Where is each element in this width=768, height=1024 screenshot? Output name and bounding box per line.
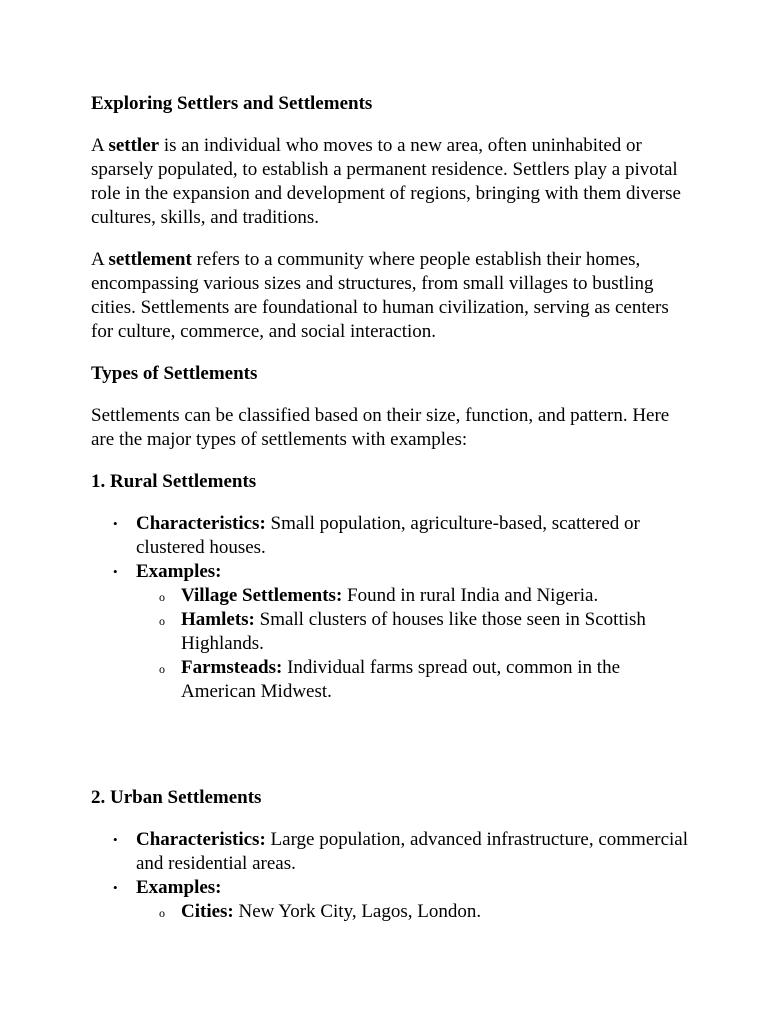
rural-examples-item <box>91 560 691 704</box>
sub-bullet-icon: o <box>159 906 165 920</box>
blank-space <box>91 704 691 786</box>
document-title: Exploring Settlers and Settlements <box>91 93 373 114</box>
example-label: Cities: <box>181 901 234 922</box>
types-heading: Types of Settlements <box>91 363 258 384</box>
urban-heading: 2. Urban Settlements <box>91 787 262 808</box>
bullet-icon: • <box>113 564 118 579</box>
settler-term: settler <box>108 135 160 156</box>
bullet-icon: • <box>113 832 118 847</box>
settlement-text: refers to a community where people establish their homes, encompassing various sizes and structures, from small villages to bustling cities. Settlements are foundational to human civilization, serving as centers for culture, commerce, and social interaction. <box>91 249 669 342</box>
settlement-article: A <box>91 249 104 270</box>
example-label: Farmsteads: <box>181 657 283 678</box>
list-item <box>136 608 691 656</box>
settler-article: A <box>91 135 104 156</box>
urban-list <box>91 828 691 924</box>
sub-bullet-icon: o <box>159 614 165 628</box>
example-text: Found in rural India and Nigeria. <box>347 585 599 606</box>
rural-heading: 1. Rural Settlements <box>91 471 257 492</box>
example-text: New York City, Lagos, London. <box>238 901 482 922</box>
rural-characteristics-label: Characteristics: <box>136 513 266 534</box>
sub-bullet-icon: o <box>159 662 165 676</box>
sub-bullet-icon: o <box>159 590 165 604</box>
rural-examples-list <box>136 584 691 704</box>
rural-characteristics-text: Small population, agriculture-based, scattered or clustered houses. <box>136 513 640 558</box>
settler-definition <box>91 134 691 230</box>
urban-characteristics-label: Characteristics: <box>136 829 266 850</box>
rural-characteristics-item <box>91 512 691 560</box>
list-item <box>136 584 691 608</box>
example-label: Hamlets: <box>181 609 255 630</box>
bullet-icon: • <box>113 516 118 531</box>
bullet-icon: • <box>113 880 118 895</box>
list-item <box>136 900 691 924</box>
example-label: Village Settlements: <box>181 585 343 606</box>
list-item <box>136 656 691 704</box>
rural-list <box>91 512 691 704</box>
urban-examples-label: Examples: <box>136 877 222 898</box>
urban-characteristics-text: Large population, advanced infrastructure, commercial and residential areas. <box>136 829 689 874</box>
settlement-term: settlement <box>108 249 192 270</box>
settler-text: is an individual who moves to a new area, often uninhabited or sparsely populated, to establish a permanent residence. Settlers play a pivotal role in the expansion and development of regions, bringing with them diverse cultures, skills, and traditions. <box>91 135 681 228</box>
urban-examples-list <box>136 900 691 924</box>
settlement-definition <box>91 248 691 344</box>
urban-characteristics-item <box>91 828 691 876</box>
example-text: Small clusters of houses like those seen in Scottish Highlands. <box>181 609 646 654</box>
urban-examples-item <box>91 876 691 924</box>
example-text: Individual farms spread out, common in the American Midwest. <box>181 657 621 702</box>
types-intro: Settlements can be classified based on their size, function, and pattern. Here are the major types of settlements with examples: <box>91 405 670 450</box>
document-page <box>91 92 691 924</box>
rural-examples-label: Examples: <box>136 561 222 582</box>
